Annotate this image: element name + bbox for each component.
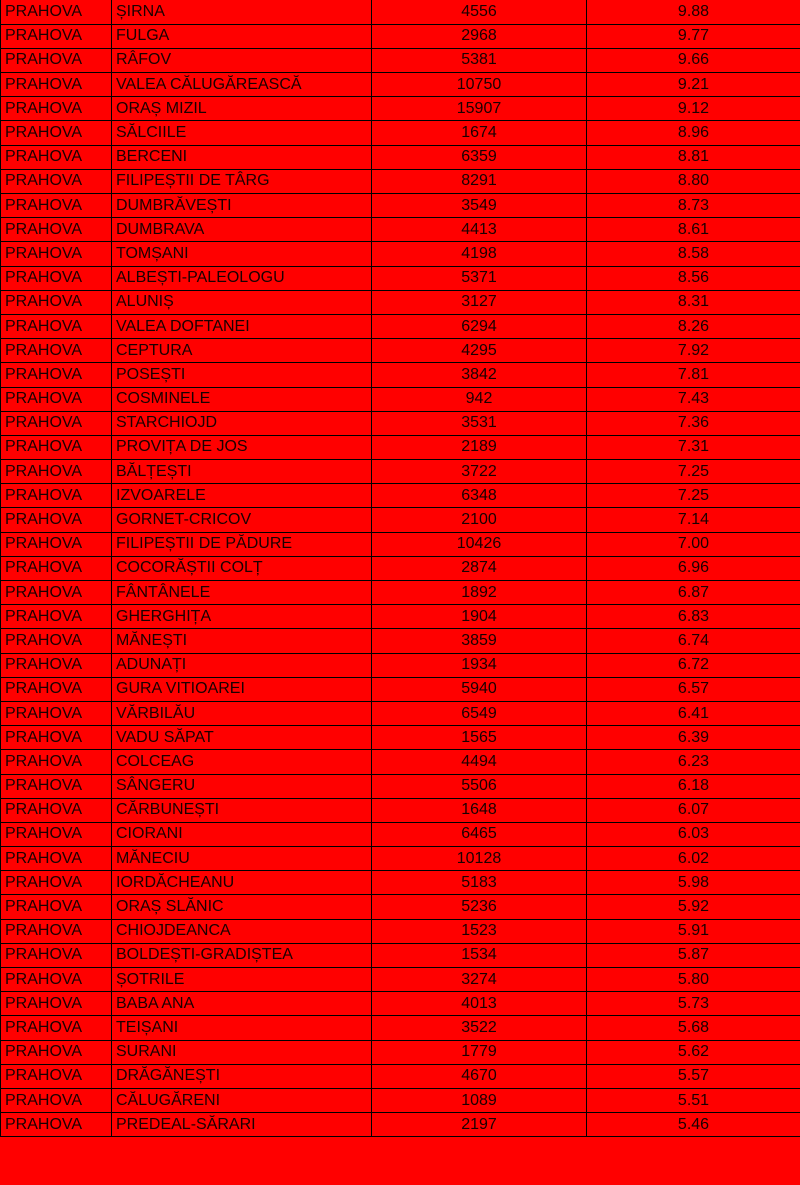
county-cell: PRAHOVA — [1, 460, 112, 484]
table-row — [1, 460, 800, 484]
value-cell: 9.21 — [587, 73, 800, 97]
county-cell: PRAHOVA — [1, 435, 112, 459]
population-cell: 3549 — [372, 194, 587, 218]
county-cell: PRAHOVA — [1, 387, 112, 411]
value-cell: 8.31 — [587, 290, 800, 314]
value-cell: 5.91 — [587, 919, 800, 943]
county-cell: PRAHOVA — [1, 629, 112, 653]
value-cell: 5.80 — [587, 968, 800, 992]
population-cell: 4556 — [372, 0, 587, 24]
population-cell: 2189 — [372, 435, 587, 459]
locality-cell: TEIȘANI — [112, 1016, 372, 1040]
table-row — [1, 314, 800, 338]
table-row — [1, 895, 800, 919]
county-cell: PRAHOVA — [1, 121, 112, 145]
value-cell: 5.62 — [587, 1040, 800, 1064]
locality-cell: POSEȘTI — [112, 363, 372, 387]
population-cell: 2197 — [372, 1113, 587, 1137]
locality-cell: ȘOTRILE — [112, 968, 372, 992]
population-cell: 1934 — [372, 653, 587, 677]
locality-cell: ALBEȘTI-PALEOLOGU — [112, 266, 372, 290]
table-row — [1, 411, 800, 435]
county-cell: PRAHOVA — [1, 1016, 112, 1040]
population-cell: 942 — [372, 387, 587, 411]
population-cell: 1523 — [372, 919, 587, 943]
value-cell: 8.58 — [587, 242, 800, 266]
locality-cell: TOMȘANI — [112, 242, 372, 266]
table-row — [1, 1113, 800, 1137]
value-cell: 9.12 — [587, 97, 800, 121]
locality-cell: CHIOJDEANCA — [112, 919, 372, 943]
table-row — [1, 242, 800, 266]
population-cell: 6465 — [372, 822, 587, 846]
table-row — [1, 339, 800, 363]
county-cell: PRAHOVA — [1, 0, 112, 24]
value-cell: 5.46 — [587, 1113, 800, 1137]
table-row — [1, 387, 800, 411]
population-cell: 3842 — [372, 363, 587, 387]
locality-cell: ORAȘ MIZIL — [112, 97, 372, 121]
locality-cell: GHERGHIȚA — [112, 605, 372, 629]
population-cell: 5183 — [372, 871, 587, 895]
table-row — [1, 677, 800, 701]
value-cell: 6.96 — [587, 556, 800, 580]
population-cell: 3127 — [372, 290, 587, 314]
county-cell: PRAHOVA — [1, 992, 112, 1016]
population-cell: 1892 — [372, 581, 587, 605]
value-cell: 7.14 — [587, 508, 800, 532]
table-row — [1, 97, 800, 121]
value-cell: 6.72 — [587, 653, 800, 677]
population-cell: 6348 — [372, 484, 587, 508]
value-cell: 5.92 — [587, 895, 800, 919]
value-cell: 8.73 — [587, 194, 800, 218]
county-cell: PRAHOVA — [1, 339, 112, 363]
population-cell: 2874 — [372, 556, 587, 580]
value-cell: 7.81 — [587, 363, 800, 387]
population-cell: 4494 — [372, 750, 587, 774]
locality-cell: CEPTURA — [112, 339, 372, 363]
table-row — [1, 653, 800, 677]
value-cell: 8.61 — [587, 218, 800, 242]
value-cell: 7.00 — [587, 532, 800, 556]
county-cell: PRAHOVA — [1, 73, 112, 97]
locality-cell: MĂNECIU — [112, 847, 372, 871]
table-row — [1, 24, 800, 48]
locality-cell: STARCHIOJD — [112, 411, 372, 435]
table-row — [1, 822, 800, 846]
locality-cell: RÂFOV — [112, 48, 372, 72]
county-cell: PRAHOVA — [1, 242, 112, 266]
locality-cell: VALEA DOFTANEI — [112, 314, 372, 338]
county-cell: PRAHOVA — [1, 968, 112, 992]
county-cell: PRAHOVA — [1, 484, 112, 508]
table-row — [1, 145, 800, 169]
table-row — [1, 992, 800, 1016]
value-cell: 6.18 — [587, 774, 800, 798]
county-cell: PRAHOVA — [1, 919, 112, 943]
locality-cell: COSMINELE — [112, 387, 372, 411]
locality-cell: FÂNTÂNELE — [112, 581, 372, 605]
value-cell: 7.36 — [587, 411, 800, 435]
population-cell: 5371 — [372, 266, 587, 290]
population-cell: 4413 — [372, 218, 587, 242]
county-cell: PRAHOVA — [1, 169, 112, 193]
table-row — [1, 968, 800, 992]
table-row — [1, 532, 800, 556]
population-cell: 4198 — [372, 242, 587, 266]
county-cell: PRAHOVA — [1, 774, 112, 798]
locality-cell: IORDĂCHEANU — [112, 871, 372, 895]
county-cell: PRAHOVA — [1, 24, 112, 48]
locality-cell: BĂLȚEȘTI — [112, 460, 372, 484]
population-cell: 3274 — [372, 968, 587, 992]
locality-cell: ORAȘ SLĂNIC — [112, 895, 372, 919]
county-cell: PRAHOVA — [1, 1113, 112, 1137]
value-cell: 7.25 — [587, 484, 800, 508]
table-row — [1, 919, 800, 943]
population-cell: 4295 — [372, 339, 587, 363]
population-cell: 1779 — [372, 1040, 587, 1064]
population-cell: 15907 — [372, 97, 587, 121]
county-cell: PRAHOVA — [1, 48, 112, 72]
county-cell: PRAHOVA — [1, 556, 112, 580]
table-row — [1, 605, 800, 629]
county-cell: PRAHOVA — [1, 1088, 112, 1112]
county-cell: PRAHOVA — [1, 1040, 112, 1064]
table-row — [1, 435, 800, 459]
county-cell: PRAHOVA — [1, 97, 112, 121]
table-row — [1, 1040, 800, 1064]
table-row — [1, 701, 800, 725]
value-cell: 6.23 — [587, 750, 800, 774]
population-cell: 2100 — [372, 508, 587, 532]
value-cell: 6.39 — [587, 726, 800, 750]
table-row — [1, 363, 800, 387]
table-row — [1, 290, 800, 314]
county-cell: PRAHOVA — [1, 943, 112, 967]
population-cell: 5236 — [372, 895, 587, 919]
county-cell: PRAHOVA — [1, 798, 112, 822]
population-cell: 4670 — [372, 1064, 587, 1088]
county-cell: PRAHOVA — [1, 822, 112, 846]
locality-cell: BOLDEȘTI-GRADIȘTEA — [112, 943, 372, 967]
locality-cell: SĂLCIILE — [112, 121, 372, 145]
value-cell: 7.25 — [587, 460, 800, 484]
locality-cell: ȘIRNA — [112, 0, 372, 24]
value-cell: 8.80 — [587, 169, 800, 193]
locality-cell: ALUNIȘ — [112, 290, 372, 314]
locality-cell: FILIPEȘTII DE TÂRG — [112, 169, 372, 193]
county-cell: PRAHOVA — [1, 411, 112, 435]
county-cell: PRAHOVA — [1, 750, 112, 774]
value-cell: 7.31 — [587, 435, 800, 459]
population-cell: 6359 — [372, 145, 587, 169]
county-cell: PRAHOVA — [1, 1064, 112, 1088]
locality-cell: GORNET-CRICOV — [112, 508, 372, 532]
population-cell: 5940 — [372, 677, 587, 701]
population-cell: 3531 — [372, 411, 587, 435]
county-cell: PRAHOVA — [1, 605, 112, 629]
locality-cell: IZVOARELE — [112, 484, 372, 508]
table-row — [1, 943, 800, 967]
value-cell: 8.96 — [587, 121, 800, 145]
value-cell: 6.74 — [587, 629, 800, 653]
population-cell: 5506 — [372, 774, 587, 798]
population-cell: 4013 — [372, 992, 587, 1016]
table-row — [1, 847, 800, 871]
population-cell: 3722 — [372, 460, 587, 484]
table-row — [1, 121, 800, 145]
county-cell: PRAHOVA — [1, 314, 112, 338]
locality-cell: GURA VITIOAREI — [112, 677, 372, 701]
locality-cell: DUMBRAVA — [112, 218, 372, 242]
locality-cell: MĂNEȘTI — [112, 629, 372, 653]
locality-cell: PREDEAL-SĂRARI — [112, 1113, 372, 1137]
county-cell: PRAHOVA — [1, 871, 112, 895]
value-cell: 6.41 — [587, 701, 800, 725]
value-cell: 5.87 — [587, 943, 800, 967]
value-cell: 6.57 — [587, 677, 800, 701]
locality-cell: FILIPEȘTII DE PĂDURE — [112, 532, 372, 556]
population-cell: 1089 — [372, 1088, 587, 1112]
value-cell: 9.66 — [587, 48, 800, 72]
value-cell: 8.26 — [587, 314, 800, 338]
county-cell: PRAHOVA — [1, 701, 112, 725]
value-cell: 5.57 — [587, 1064, 800, 1088]
locality-cell: DRĂGĂNEȘTI — [112, 1064, 372, 1088]
value-cell: 5.68 — [587, 1016, 800, 1040]
locality-cell: CĂRBUNEȘTI — [112, 798, 372, 822]
population-cell: 1534 — [372, 943, 587, 967]
locality-cell: DUMBRĂVEȘTI — [112, 194, 372, 218]
value-cell: 6.03 — [587, 822, 800, 846]
county-cell: PRAHOVA — [1, 145, 112, 169]
county-cell: PRAHOVA — [1, 532, 112, 556]
locality-cell: VADU SĂPAT — [112, 726, 372, 750]
locality-cell: CIORANI — [112, 822, 372, 846]
locality-cell: SURANI — [112, 1040, 372, 1064]
locality-cell: COLCEAG — [112, 750, 372, 774]
county-cell: PRAHOVA — [1, 847, 112, 871]
value-cell: 5.73 — [587, 992, 800, 1016]
value-cell: 6.07 — [587, 798, 800, 822]
population-cell: 1674 — [372, 121, 587, 145]
value-cell: 6.83 — [587, 605, 800, 629]
table-row — [1, 798, 800, 822]
county-cell: PRAHOVA — [1, 895, 112, 919]
county-cell: PRAHOVA — [1, 653, 112, 677]
value-cell: 7.43 — [587, 387, 800, 411]
locality-cell: BERCENI — [112, 145, 372, 169]
population-cell: 1904 — [372, 605, 587, 629]
population-cell: 6294 — [372, 314, 587, 338]
value-cell: 9.88 — [587, 0, 800, 24]
population-cell: 5381 — [372, 48, 587, 72]
value-cell: 5.51 — [587, 1088, 800, 1112]
table-row — [1, 556, 800, 580]
value-cell: 5.98 — [587, 871, 800, 895]
population-cell: 10426 — [372, 532, 587, 556]
county-cell: PRAHOVA — [1, 194, 112, 218]
population-cell: 3859 — [372, 629, 587, 653]
county-cell: PRAHOVA — [1, 218, 112, 242]
locality-cell: ADUNAȚI — [112, 653, 372, 677]
county-cell: PRAHOVA — [1, 290, 112, 314]
table-row — [1, 0, 800, 24]
table-row — [1, 581, 800, 605]
table-body — [1, 0, 800, 1137]
population-cell: 3522 — [372, 1016, 587, 1040]
county-cell: PRAHOVA — [1, 581, 112, 605]
table-row — [1, 169, 800, 193]
table-row — [1, 194, 800, 218]
table-row — [1, 48, 800, 72]
locality-cell: BABA ANA — [112, 992, 372, 1016]
table-row — [1, 266, 800, 290]
table-row — [1, 726, 800, 750]
table-row — [1, 629, 800, 653]
value-cell: 8.81 — [587, 145, 800, 169]
locality-cell: FULGA — [112, 24, 372, 48]
table-row — [1, 774, 800, 798]
population-cell: 8291 — [372, 169, 587, 193]
table-row — [1, 73, 800, 97]
county-cell: PRAHOVA — [1, 363, 112, 387]
table-row — [1, 871, 800, 895]
county-cell: PRAHOVA — [1, 266, 112, 290]
county-cell: PRAHOVA — [1, 508, 112, 532]
table-row — [1, 218, 800, 242]
locality-cell: VALEA CĂLUGĂREASCĂ — [112, 73, 372, 97]
table-row — [1, 1088, 800, 1112]
locality-cell: CĂLUGĂRENI — [112, 1088, 372, 1112]
value-cell: 9.77 — [587, 24, 800, 48]
county-cell: PRAHOVA — [1, 677, 112, 701]
table-row — [1, 508, 800, 532]
table-row — [1, 750, 800, 774]
population-cell: 10750 — [372, 73, 587, 97]
population-cell: 10128 — [372, 847, 587, 871]
locality-cell: VĂRBILĂU — [112, 701, 372, 725]
county-cell: PRAHOVA — [1, 726, 112, 750]
population-cell: 6549 — [372, 701, 587, 725]
value-cell: 6.87 — [587, 581, 800, 605]
locality-cell: PROVIȚA DE JOS — [112, 435, 372, 459]
population-cell: 1565 — [372, 726, 587, 750]
table-row — [1, 1016, 800, 1040]
table-row — [1, 484, 800, 508]
locality-cell: COCORĂȘTII COLȚ — [112, 556, 372, 580]
table-row — [1, 1064, 800, 1088]
value-cell: 6.02 — [587, 847, 800, 871]
population-cell: 2968 — [372, 24, 587, 48]
value-cell: 8.56 — [587, 266, 800, 290]
value-cell: 7.92 — [587, 339, 800, 363]
locality-cell: SÂNGERU — [112, 774, 372, 798]
population-cell: 1648 — [372, 798, 587, 822]
